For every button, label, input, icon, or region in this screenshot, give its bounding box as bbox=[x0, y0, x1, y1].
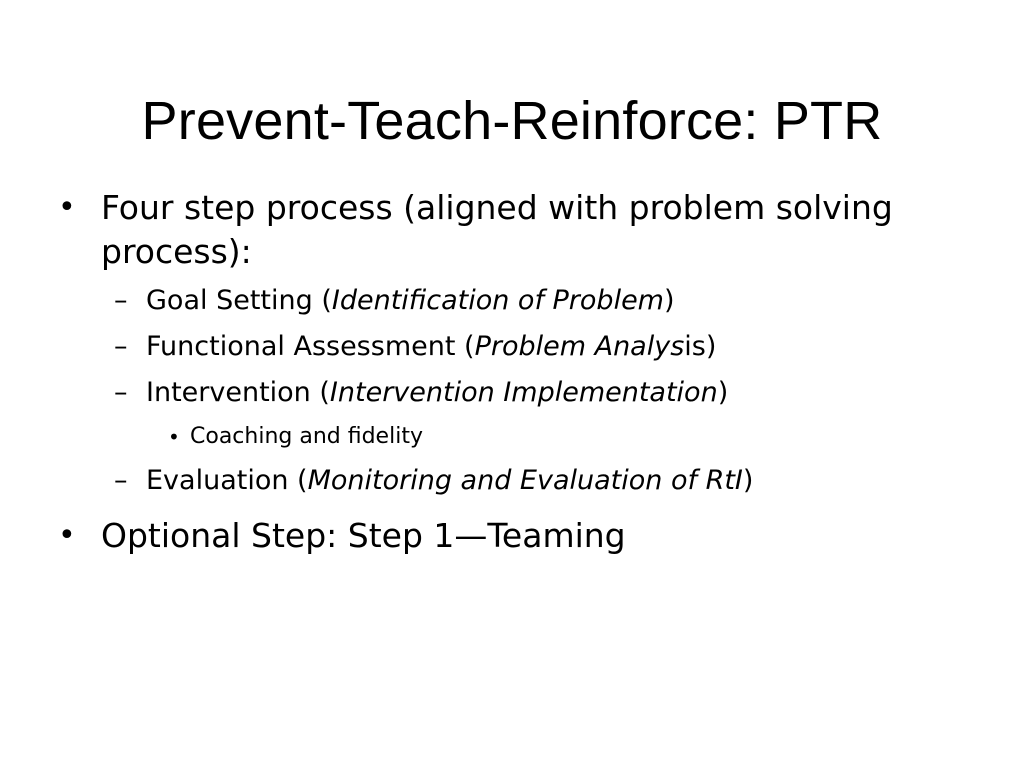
dash-marker: – bbox=[114, 331, 128, 362]
bullet-four-step-process bbox=[58, 186, 978, 274]
bullet-marker: • bbox=[58, 190, 76, 225]
sub-bullet-text-italic: Monitoring and Evaluation of RtI bbox=[307, 465, 743, 496]
sub-bullet-text-plain: ) bbox=[717, 377, 729, 408]
sub-bullet-text-italic: Identification of Problem bbox=[331, 285, 664, 316]
sub-bullet-text-plain: Goal Setting ( bbox=[146, 285, 332, 316]
sub-bullet-evaluation bbox=[58, 462, 978, 500]
dash-marker: – bbox=[114, 377, 128, 408]
sub-bullet-text-plain: Intervention ( bbox=[146, 377, 330, 408]
sub-bullet-text-plain: is) bbox=[684, 331, 717, 362]
sub-sub-bullet-coaching bbox=[58, 422, 978, 452]
sub-bullet-text-italic: Problem Analys bbox=[474, 331, 685, 362]
bullet-text: Four step process (aligned with problem solving process): bbox=[101, 188, 893, 271]
sub-bullet-intervention bbox=[58, 374, 978, 412]
sub-bullet-functional-assessment bbox=[58, 328, 978, 366]
sub-bullet-text-plain: Evaluation ( bbox=[146, 465, 308, 496]
slide-title: Prevent-Teach-Reinforce: PTR bbox=[141, 91, 883, 151]
bullet-optional-step bbox=[58, 514, 978, 558]
sub-sub-bullet-text: Coaching and fidelity bbox=[190, 424, 423, 449]
bullet-marker: • bbox=[58, 518, 76, 553]
sub-bullet-text-plain: ) bbox=[742, 465, 754, 496]
sub-bullet-text-plain: ) bbox=[663, 285, 675, 316]
bullet-text: Optional Step: Step 1—Teaming bbox=[101, 516, 626, 555]
dash-marker: – bbox=[114, 285, 128, 316]
sub-bullet-text-plain: Functional Assessment ( bbox=[146, 331, 475, 362]
sub-bullet-text-italic: Intervention Implementation bbox=[329, 377, 718, 408]
sub-bullet-goal-setting bbox=[58, 282, 978, 320]
bullet-marker: • bbox=[168, 425, 180, 449]
dash-marker: – bbox=[114, 465, 128, 496]
slide-body bbox=[58, 186, 978, 558]
